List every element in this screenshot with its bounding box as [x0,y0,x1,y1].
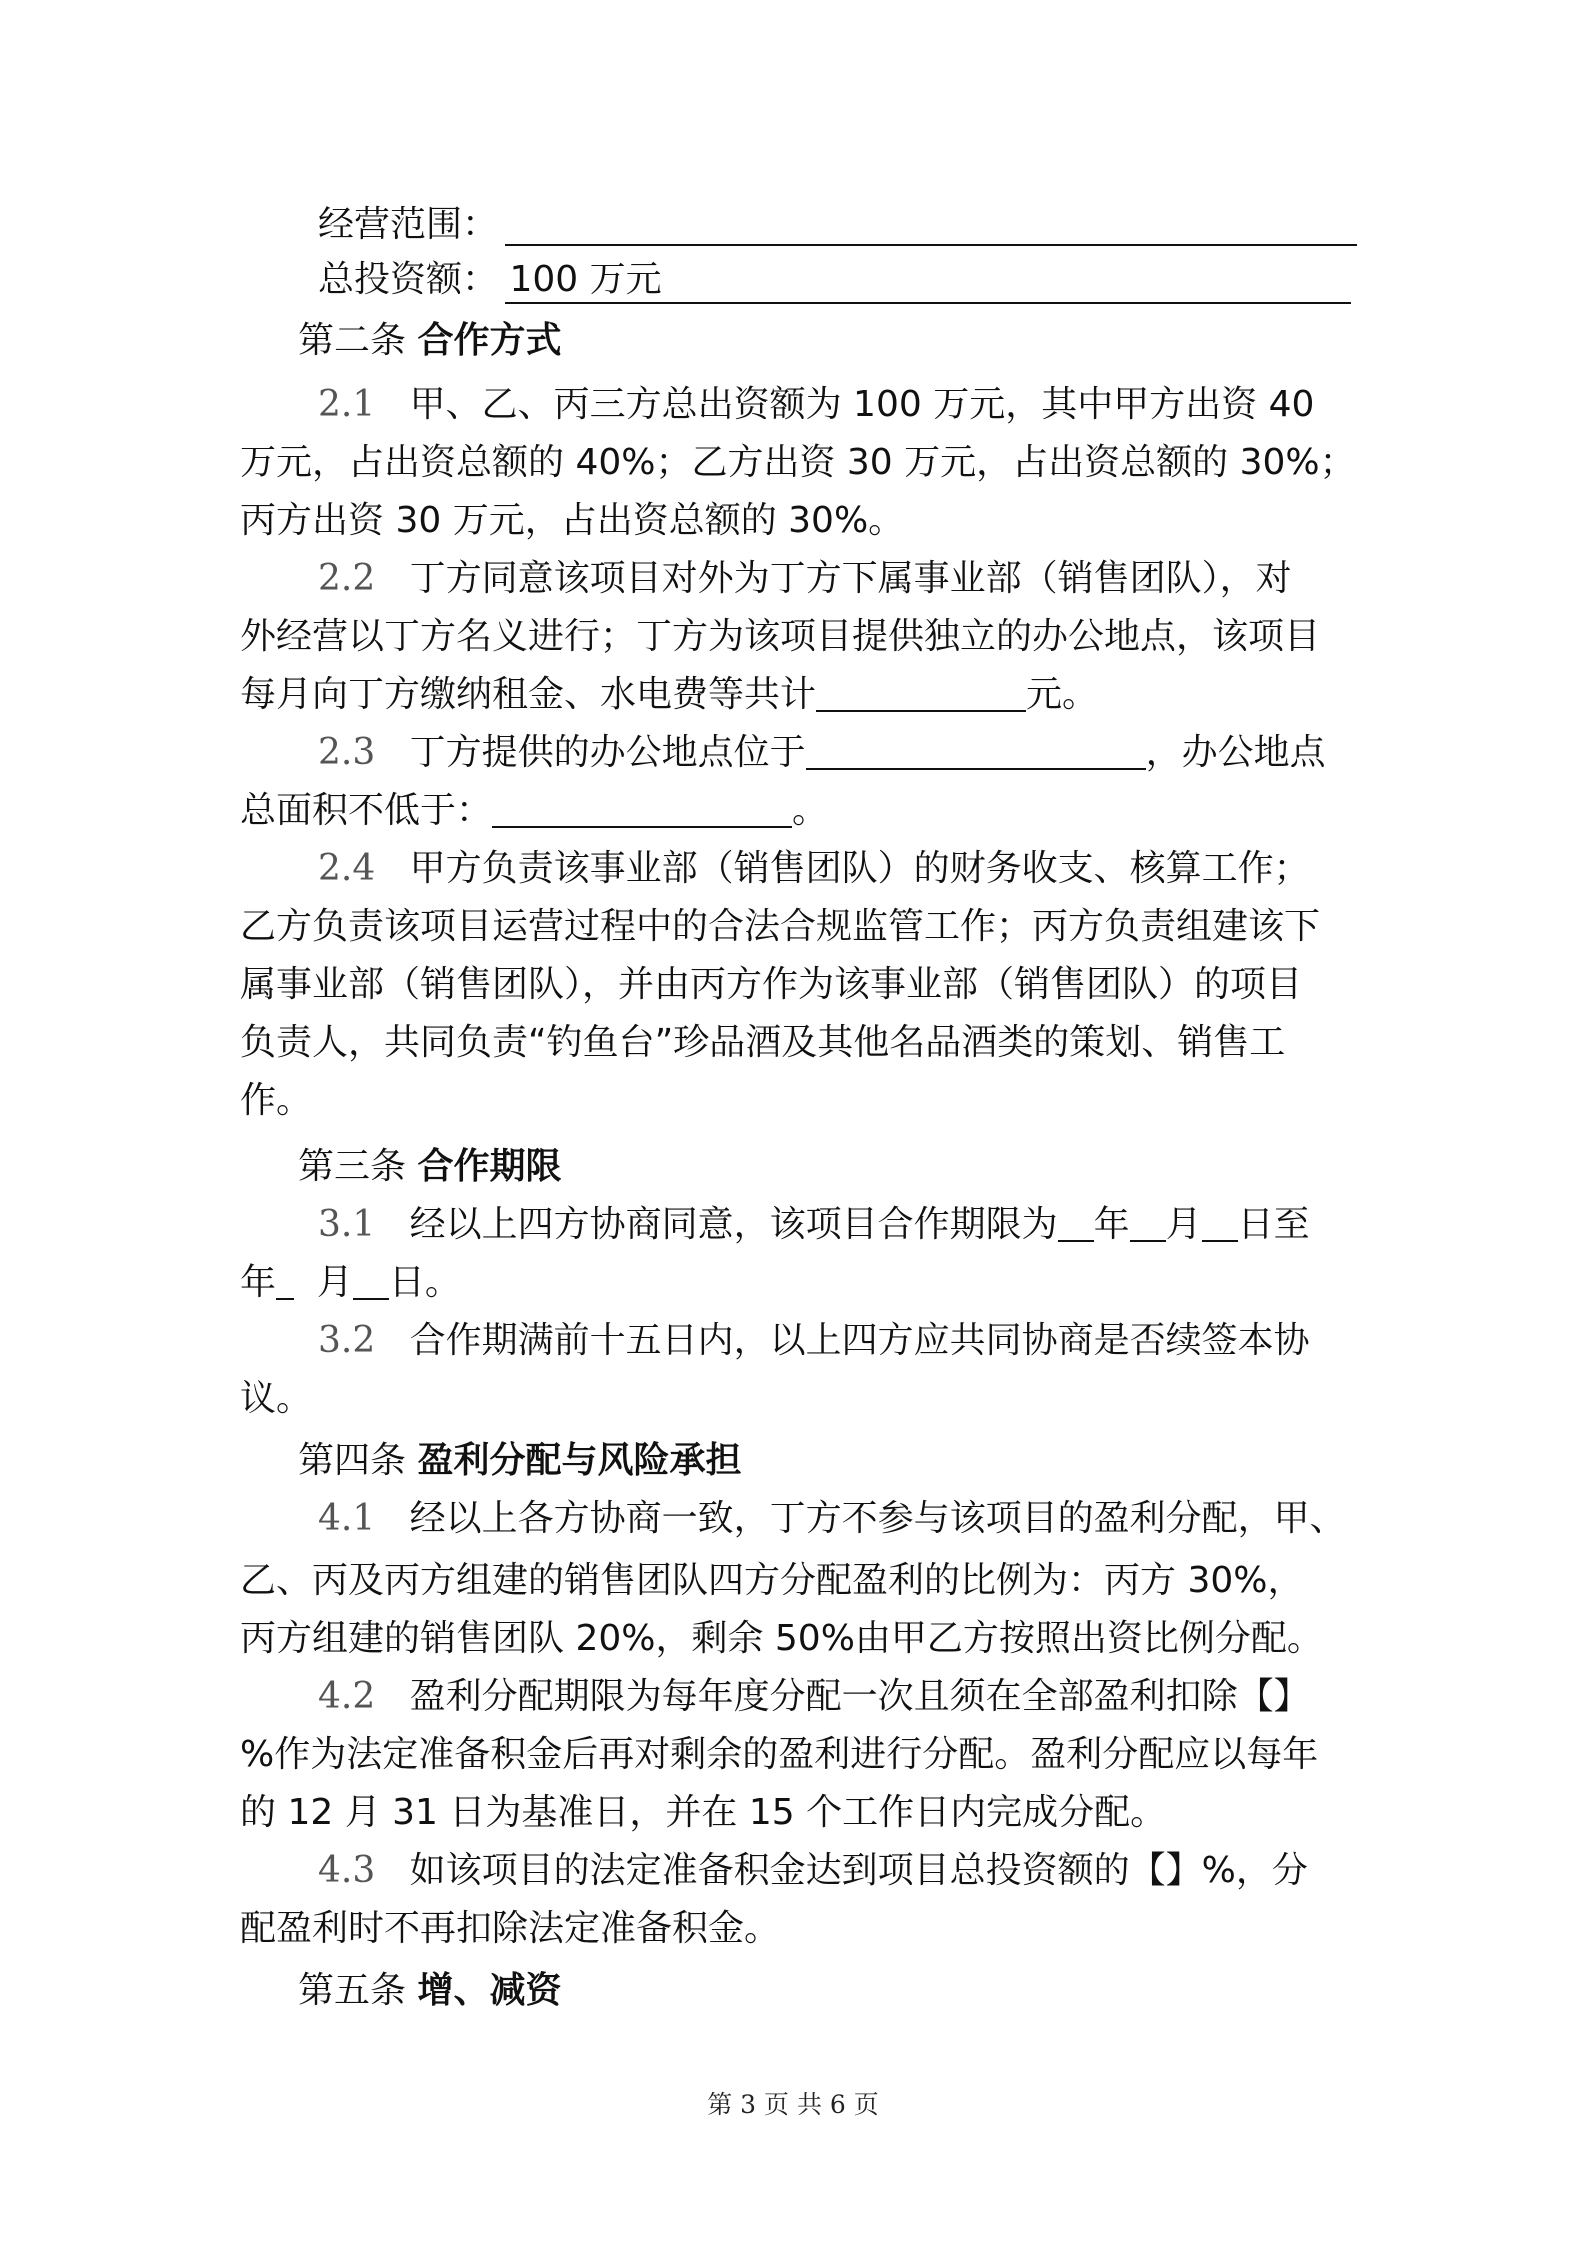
clause-text: 元。 [1026,674,1099,715]
clause-2-2-line-3 [240,666,1354,724]
clause-text: 经以上四方协商同意，该项目合作期限为 [409,1204,1058,1245]
clause-text: 如该项目的法定准备积金达到项目总投资额的【】%，分 [409,1850,1308,1891]
clause-2-4-line-2 [240,898,1354,956]
clause-2-3-line-1 [318,724,1354,782]
investment-underline [505,302,1351,304]
clause-text: 万元，占出资总额的 40%；乙方出资 30 万元，占出资总额的 30%； [240,442,1356,483]
clause-text: 属事业部（销售团队），并由丙方作为该事业部（销售团队）的项目 [240,964,1303,1005]
clause-text: 月 [316,1262,353,1303]
article-4-heading [298,1432,1354,1490]
clause-text: ，办公地点 [1145,732,1326,773]
rent-amount-blank [816,670,1026,712]
article-2-heading [298,312,1354,370]
clause-text: 作。 [240,1080,313,1121]
article-3-number: 第三条 [298,1146,407,1187]
scope-label: 经营范围： [318,204,499,245]
clause-text: 丁方同意该项目对外为丁方下属事业部（销售团队），对 [409,558,1292,599]
article-2-number: 第二条 [298,320,407,361]
clause-3-2-number: 3.2 [318,1320,376,1361]
scope-underline [505,244,1357,246]
clause-text: 负责人，共同负责“钓鱼台”珍品酒及其他名品酒类的策划、销售工 [240,1022,1286,1063]
clause-4-2-line-1 [318,1668,1354,1726]
clause-text: 甲方负责该事业部（销售团队）的财务收支、核算工作； [409,848,1310,889]
clause-2-1-line-3 [240,492,1354,550]
clause-2-2-line-2 [240,608,1354,666]
clause-2-2-number: 2.2 [318,558,376,599]
article-4-number: 第四条 [298,1440,407,1481]
investment-field [318,251,1354,309]
clause-text: 总面积不低于： [240,790,493,831]
article-5-title: 增、减资 [417,1970,562,2011]
clause-2-2-line-1 [318,550,1354,608]
clause-2-1-line-2 [240,434,1354,492]
clause-text: %作为法定准备积金后再对剩余的盈利进行分配。盈利分配应以每年 [240,1734,1319,1775]
clause-2-4-line-5 [240,1072,1354,1130]
office-location-blank [806,728,1146,770]
clause-2-4-line-1 [318,840,1354,898]
clause-4-2-line-2 [240,1726,1354,1784]
clause-text: 乙、丙及丙方组建的销售团队四方分配盈利的比例为：丙方 30%， [240,1560,1304,1601]
clause-2-4-line-3 [240,956,1354,1014]
clause-2-3-number: 2.3 [318,732,376,773]
clause-4-3-number: 4.3 [318,1850,376,1891]
clause-2-3-line-2 [240,782,1354,840]
clause-3-1-line-2 [240,1254,1354,1312]
clause-4-3-line-1 [318,1842,1354,1900]
clause-text: 乙方负责该项目运营过程中的合法合规监管工作；丙方负责组建该下 [240,906,1321,947]
clause-text: 日至 [1237,1204,1310,1245]
clause-text: 年 [1093,1204,1130,1245]
clause-text: 合作期满前十五日内，以上四方应共同协商是否续签本协 [409,1320,1310,1361]
clause-text: 月 [1165,1204,1202,1245]
article-5-heading [298,1962,1354,2020]
investment-value: 100 万元 [509,259,662,300]
clause-3-1-number: 3.1 [318,1204,376,1245]
clause-text: 每月向丁方缴纳租金、水电费等共计 [240,674,817,715]
clause-4-2-number: 4.2 [318,1676,376,1717]
investment-label: 总投资额： [318,259,499,300]
clause-text: 年 [240,1262,277,1303]
start-day-blank [1202,1200,1238,1242]
clause-text: 配盈利时不再扣除法定准备积金。 [240,1908,781,1949]
article-2-title: 合作方式 [417,320,562,361]
page-number-footer: 第 3 页 共 6 页 [707,2090,879,2119]
start-month-blank [1130,1200,1166,1242]
clause-4-2-line-3 [240,1784,1354,1842]
clause-3-1-line-1 [318,1196,1354,1254]
clause-4-1-number: 4.1 [318,1498,376,1539]
clause-text: 甲、乙、丙三方总出资额为 100 万元，其中甲方出资 40 [409,384,1315,425]
clause-4-1-line-2 [240,1552,1354,1610]
start-year-blank [1058,1200,1094,1242]
clause-text: 议。 [240,1378,313,1419]
clause-text: 丙方组建的销售团队 20%，剩余 50%由甲乙方按照出资比例分配。 [240,1618,1323,1659]
article-3-title: 合作期限 [417,1146,562,1187]
article-3-heading [298,1138,1354,1196]
article-5-number: 第五条 [298,1970,407,2011]
end-month-blank [353,1258,389,1300]
clause-text: 外经营以丁方名义进行；丁方为该项目提供独立的办公地点，该项目 [240,616,1321,657]
clause-4-3-line-2 [240,1900,1354,1958]
clause-2-4-line-4 [240,1014,1354,1072]
clause-2-1-number: 2.1 [318,384,376,425]
clause-text: 日。 [388,1262,461,1303]
clause-text: 的 12 月 31 日为基准日，并在 15 个工作日内完成分配。 [240,1792,1167,1833]
clause-3-2-line-2 [240,1370,1354,1428]
clause-text: 丙方出资 30 万元，占出资总额的 30%。 [240,500,905,541]
clause-3-2-line-1 [318,1312,1354,1370]
clause-2-4-number: 2.4 [318,848,376,889]
end-year-blank [276,1258,294,1300]
clause-4-1-line-1 [318,1490,1354,1548]
clause-text: 经以上各方协商一致，丁方不参与该项目的盈利分配，甲、 [409,1498,1346,1539]
clause-2-1-line-1 [318,376,1354,434]
clause-text: 。 [792,790,829,831]
office-area-blank [492,786,792,828]
clause-4-1-line-3 [240,1610,1354,1668]
clause-text: 丁方提供的办公地点位于 [409,732,806,773]
clause-text: 盈利分配期限为每年度分配一次且须在全部盈利扣除【】 [409,1676,1310,1717]
article-4-title: 盈利分配与风险承担 [417,1440,742,1481]
